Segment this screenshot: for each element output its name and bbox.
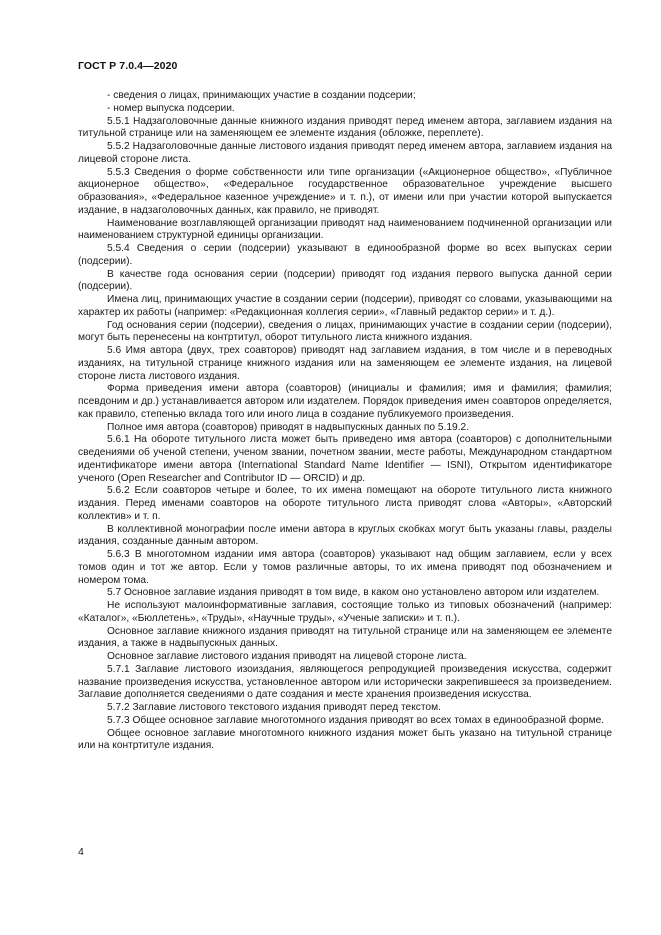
paragraph: Наименование возглавляющей организации приводят над наименованием подчиненной организации или наименованием структурной единицы организации. bbox=[78, 217, 612, 242]
paragraph: Не используют малоинформативные заглавия, состоящие только из типовых обозначений (например: «Каталог», «Бюллетень», «Труды», «Научные труды», «Ученые записки» и т. п.). bbox=[78, 600, 612, 624]
paragraph: Общее основное заглавие многотомного книжного издания может быть указано на титульной странице или на контртитуле издания. bbox=[78, 727, 612, 752]
paragraph: 5.6.2 Если соавторов четыре и более, то их имена помещают на обороте титульного листа книжного издания. Перед именами соавторов на обороте титульного листа приводят слова «Авторы», «Авторский коллектив» и т. п. bbox=[78, 485, 612, 522]
paragraph: Полное имя автора (соавторов) приводят в надвыпускных данных по 5.19.2. bbox=[107, 421, 470, 433]
paragraph: Основное заглавие книжного издания приводят на титульной странице или на заменяющем ее элементе издания, а также в надвыпускных данных. bbox=[78, 625, 612, 650]
paragraph: Форма приведения имени автора (соавторов) (инициалы и фамилия; имя и фамилия; фамилия; псевдоним и др.) устанавливается автором или издателем. Порядок приведения имен соавторов определяется, как правило, степенью вклада того или иного лица в создание публикуемого произведения. bbox=[78, 383, 612, 420]
paragraph: 5.7.1 Заглавие листового изоиздания, являющегося репродукцией произведения искусства, содержит название произведения искусства, установленное автором или исторически закрепившееся за произведением. Заглавие дополняется сведениями о дате создания и месте хранения произведения искусства. bbox=[78, 663, 612, 701]
paragraph: 5.5.2 Надзаголовочные данные листового издания приводят перед именем автора, заглавием издания на лицевой стороне листа. bbox=[78, 141, 612, 165]
paragraph: Год основания серии (подсерии), сведения о лицах, принимающих участие в создании серии (подсерии), могут быть перенесены на контртитул, оборот титульного листа книжного издания. bbox=[78, 319, 612, 344]
body-text bbox=[78, 90, 612, 753]
paragraph: В коллективной монографии после имени автора в круглых скобках могут быть указаны главы, разделы издания, созданные данным автором. bbox=[78, 523, 612, 548]
paragraph: 5.6 Имя автора (двух, трех соавторов) приводят над заглавием издания, в том числе и в переводных изданиях, на титульной странице книжного издания или на заменяющем ее элементе издания, на лицевой стороне листа листового издания. bbox=[78, 345, 612, 382]
paragraph: 5.7 Основное заглавие издания приводят в том виде, в каком оно установлено автором или издателем. bbox=[107, 587, 600, 599]
paragraph: - номер выпуска подсерии. bbox=[107, 102, 235, 114]
paragraph: Основное заглавие листового издания приводят на лицевой стороне листа. bbox=[107, 651, 467, 662]
paragraph: 5.5.3 Сведения о форме собственности или типе организации («Акционерное общество», «Публичное акционерное общество», «Федеральное государственное образовательное учреждение высшего образования», «Федеральное казенное учреждение» и т. п.), от имени или при участии которой выпускается издание, в надзаголовочных данных, как правило, не приводят. bbox=[78, 166, 612, 216]
paragraph: 5.5.1 Надзаголовочные данные книжного издания приводят перед именем автора, заглавием издания на титульной странице или на заменяющем ее элементе издания (обложке, переплете). bbox=[78, 115, 612, 140]
paragraph: 5.6.3 В многотомном издании имя автора (соавторов) указывают над общим заглавием, если у всех томов один и тот же автор. Если у томов различные авторы, то их имена приводят под обозначением и номером тома. bbox=[78, 549, 612, 586]
standard-code-header: ГОСТ Р 7.0.4—2020 bbox=[78, 60, 178, 72]
paragraph: 5.5.4 Сведения о серии (подсерии) указывают в единообразной форме во всех выпусках серии (подсерии). bbox=[78, 243, 612, 267]
paragraph: В качестве года основания серии (подсерии) приводят год издания первого выпуска данной серии (подсерии). bbox=[78, 268, 612, 293]
paragraph: Имена лиц, принимающих участие в создании серии (подсерии), приводят со словами, указывающими на характер их работы (например: «Редакционная коллегия серии», «Главный редактор серии» и т. д.). bbox=[78, 294, 612, 318]
paragraph: 5.7.3 Общее основное заглавие многотомного издания приводят во всех томах в единообразной форме. bbox=[107, 714, 605, 726]
paragraph: 5.7.2 Заглавие листового текстового издания приводят перед текстом. bbox=[107, 702, 441, 713]
page-number: 4 bbox=[78, 846, 84, 858]
paragraph: 5.6.1 На обороте титульного листа может быть приведено имя автора (соавторов) с дополнительными сведениями об ученой степени, ученом звании, почетном звании, месте работы, Международном стандартном идентификаторе имени автора (International Standard Name Identifier — ISNI), Открытом идентификаторе ученого (Open Researcher and Contributor ID — ORCID) и др. bbox=[78, 434, 612, 484]
paragraph: - сведения о лицах, принимающих участие в создании подсерии; bbox=[107, 90, 416, 101]
